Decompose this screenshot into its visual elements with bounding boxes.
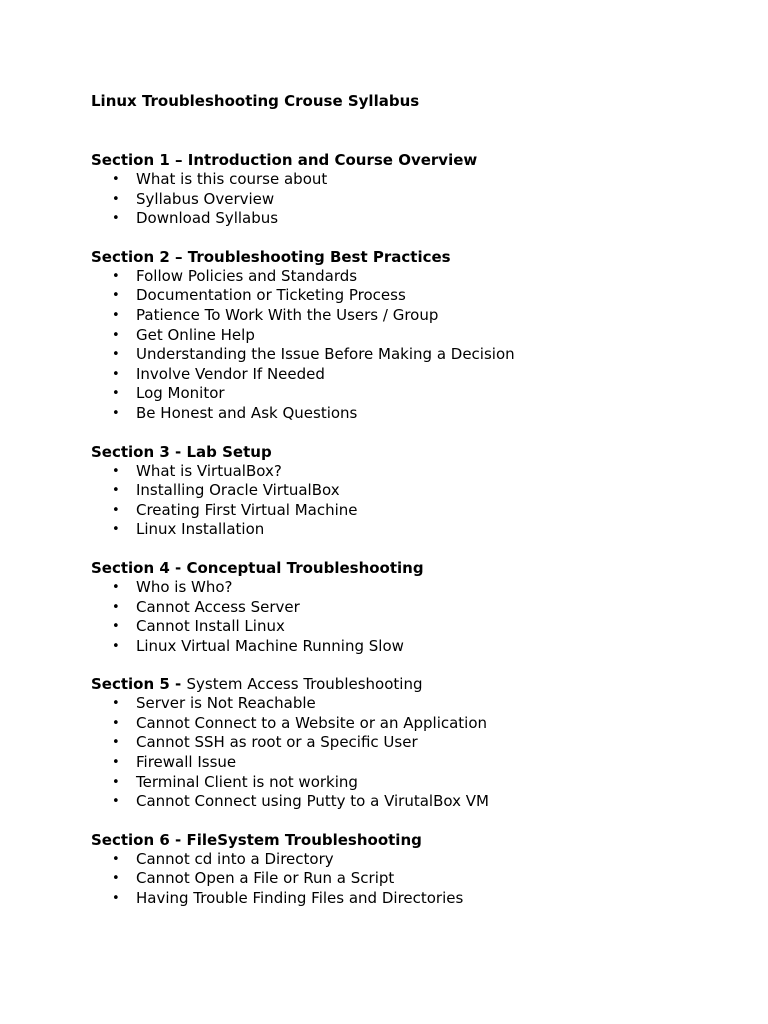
bullet-icon: • <box>112 599 120 615</box>
section-heading <box>91 831 731 850</box>
bullet-icon: • <box>112 735 120 751</box>
list-item <box>91 345 731 365</box>
section-item-list <box>91 694 731 812</box>
section-item-list <box>91 170 731 229</box>
section-heading <box>91 675 731 694</box>
bullet-icon: • <box>112 579 120 595</box>
section-heading-bold-text: Section 4 - Conceptual Troubleshooting <box>91 558 424 577</box>
list-item-text: Documentation or Ticketing Process <box>136 286 406 305</box>
list-item <box>91 520 731 540</box>
list-item-text: Creating First Virtual Machine <box>136 500 358 519</box>
bullet-icon: • <box>112 696 120 712</box>
list-item-text: Log Monitor <box>136 384 225 403</box>
list-item-text: Download Syllabus <box>136 209 279 228</box>
section-heading <box>91 248 731 267</box>
list-item <box>91 792 731 812</box>
bullet-icon: • <box>112 755 120 771</box>
list-item <box>91 306 731 326</box>
bullet-icon: • <box>112 191 120 207</box>
section-4 <box>91 559 731 656</box>
bullet-icon: • <box>112 502 120 518</box>
list-item-text: Server is Not Reachable <box>136 694 316 713</box>
list-item <box>91 637 731 657</box>
list-item-text: Having Trouble Finding Files and Directories <box>136 889 464 908</box>
section-5 <box>91 675 731 812</box>
list-item-text: Cannot Connect using Putty to a VirutalBox VM <box>136 792 489 811</box>
list-item <box>91 578 731 598</box>
list-item-text: Follow Policies and Standards <box>136 266 358 285</box>
list-item <box>91 326 731 346</box>
bullet-icon: • <box>112 715 120 731</box>
section-heading <box>91 559 731 578</box>
list-item-text: Get Online Help <box>136 325 255 344</box>
bullet-icon: • <box>112 794 120 810</box>
bullet-icon: • <box>112 386 120 402</box>
list-item <box>91 190 731 210</box>
section-heading-normal-text: System Access Troubleshooting <box>186 675 423 694</box>
bullet-icon: • <box>112 366 120 382</box>
list-item-text: Patience To Work With the Users / Group <box>136 305 439 324</box>
section-6 <box>91 831 731 909</box>
list-item <box>91 209 731 229</box>
list-item-text: Syllabus Overview <box>136 189 275 208</box>
section-item-list <box>91 462 731 540</box>
section-2 <box>91 248 731 424</box>
list-item-text: Cannot Open a File or Run a Script <box>136 869 395 888</box>
section-heading-bold-text: Section 1 – Introduction and Course Overview <box>91 151 478 169</box>
list-item-text: Installing Oracle VirtualBox <box>136 481 340 500</box>
list-item-text: Linux Virtual Machine Running Slow <box>136 636 404 655</box>
list-item <box>91 850 731 870</box>
bullet-icon: • <box>112 891 120 907</box>
section-heading <box>91 443 731 462</box>
list-item <box>91 753 731 773</box>
section-heading-bold-text: Section 2 – Troubleshooting Best Practices <box>91 247 451 266</box>
list-item <box>91 714 731 734</box>
list-item <box>91 365 731 385</box>
section-3 <box>91 443 731 540</box>
document-title: Linux Troubleshooting Crouse Syllabus <box>91 92 420 110</box>
list-item <box>91 869 731 889</box>
list-item-text: What is this course about <box>136 170 328 188</box>
list-item <box>91 598 731 618</box>
syllabus-sections <box>91 151 731 928</box>
bullet-icon: • <box>112 522 120 538</box>
bullet-icon: • <box>112 619 120 635</box>
bullet-icon: • <box>112 405 120 421</box>
list-item <box>91 286 731 306</box>
list-item <box>91 733 731 753</box>
list-item-text: Understanding the Issue Before Making a Decision <box>136 345 515 364</box>
section-heading <box>91 151 731 170</box>
list-item-text: Who is Who? <box>136 577 233 596</box>
list-item-text: Cannot Access Server <box>136 597 300 616</box>
list-item-text: Firewall Issue <box>136 753 237 772</box>
bullet-icon: • <box>112 307 120 323</box>
list-item <box>91 773 731 793</box>
list-item <box>91 889 731 909</box>
bullet-icon: • <box>112 851 120 867</box>
bullet-icon: • <box>112 463 120 479</box>
bullet-icon: • <box>112 347 120 363</box>
bullet-icon: • <box>112 268 120 284</box>
bullet-icon: • <box>112 327 120 343</box>
section-heading-bold-text: Section 6 - FileSystem Troubleshooting <box>91 830 422 849</box>
list-item <box>91 501 731 521</box>
list-item-text: Cannot Install Linux <box>136 617 285 636</box>
list-item <box>91 404 731 424</box>
list-item-text: Cannot Connect to a Website or an Application <box>136 713 488 732</box>
list-item <box>91 170 731 190</box>
list-item-text: Cannot SSH as root or a Specific User <box>136 733 418 752</box>
list-item-text: Involve Vendor If Needed <box>136 364 325 383</box>
list-item-text: Linux Installation <box>136 520 265 539</box>
bullet-icon: • <box>112 638 120 654</box>
section-item-list <box>91 578 731 656</box>
section-item-list <box>91 267 731 424</box>
bullet-icon: • <box>112 172 120 187</box>
section-item-list <box>91 850 731 909</box>
bullet-icon: • <box>112 288 120 304</box>
bullet-icon: • <box>112 774 120 790</box>
list-item <box>91 462 731 482</box>
bullet-icon: • <box>112 871 120 887</box>
list-item-text: Terminal Client is not working <box>136 772 358 791</box>
section-1 <box>91 151 731 229</box>
list-item-text: Cannot cd into a Directory <box>136 849 334 868</box>
list-item-text: Be Honest and Ask Questions <box>136 403 358 422</box>
list-item <box>91 384 731 404</box>
section-heading-bold-text: Section 5 - <box>91 675 187 694</box>
section-heading-bold-text: Section 3 - Lab Setup <box>91 442 272 461</box>
list-item <box>91 694 731 714</box>
list-item <box>91 267 731 287</box>
list-item <box>91 617 731 637</box>
list-item <box>91 481 731 501</box>
list-item-text: What is VirtualBox? <box>136 461 282 480</box>
bullet-icon: • <box>112 211 120 227</box>
bullet-icon: • <box>112 483 120 499</box>
